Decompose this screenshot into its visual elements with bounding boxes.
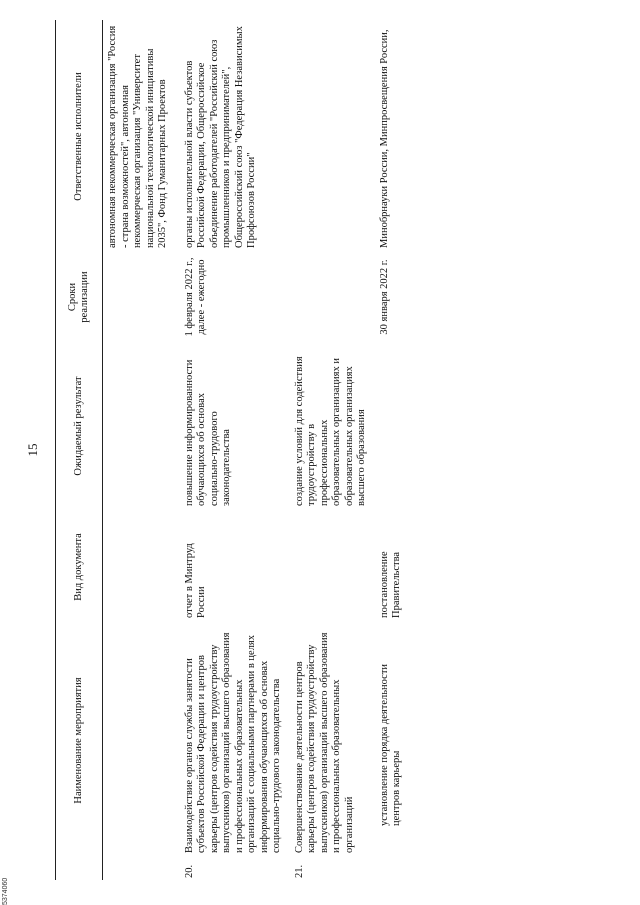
expected-result: [375, 341, 410, 511]
implementation-term: [103, 253, 176, 341]
table-row: [180, 20, 290, 880]
header-doc-type: Вид документа: [56, 511, 103, 623]
header-expected-result: Ожидаемый результат: [56, 341, 103, 511]
row-number: [375, 858, 410, 880]
document-code: 5374060: [2, 877, 9, 905]
responsible-executors: автономная некоммерческая организация "Россия - страна возможностей", автономная некоммерческая организация "Университет национальной технологической инициативы 2035", Фонд Гуманитарных Проектов: [107, 25, 168, 248]
measure-name: [103, 623, 176, 858]
responsible-executors: [290, 20, 375, 253]
document-type: постановление Правительства: [378, 551, 402, 618]
table-row: [375, 20, 410, 880]
table-row: [290, 20, 375, 880]
row-number: [103, 858, 176, 880]
table-header-row: [56, 20, 103, 880]
implementation-term: [290, 253, 375, 341]
expected-result: [103, 341, 176, 511]
row-number: 20.: [183, 864, 195, 878]
responsible-executors: Минобрнауки России, Минпросвещения России,: [378, 29, 390, 248]
measures-table: [55, 20, 410, 880]
expected-result: повышение информированности обучающихся об основах социально-трудового законодательства: [183, 359, 232, 506]
page-number: 15: [25, 443, 40, 457]
document-type: отчет в Минтруд России: [183, 543, 207, 618]
expected-result: создание условий для содействия трудоустройству в профессиональных образовательных организациях и образовательных организациях высшего образования: [293, 356, 367, 506]
document-type: [290, 511, 375, 623]
row-number: 21.: [293, 864, 305, 878]
table-row: [103, 20, 176, 880]
rotated-page: [25, 20, 615, 880]
responsible-executors: органы исполнительной власти субъектов Российской Федерации, Общероссийское объединение работодателей "Российский союз промышленников и предпринимателей", Общероссийский союз "Федерация Независимых Профсоюзов России": [183, 26, 257, 248]
measure-name: Взаимодействие органов службы занятости субъектов Российской Федерации и центров карьеры (центров содействия трудоустройству выпускников) организаций высшего образования и профессиональных образовательных организаций с социальными партнерами в целях информирования обучающихся об основах социально-трудового законодательства: [183, 632, 282, 853]
document-type: [103, 511, 176, 623]
implementation-term: 30 января 2022 г.: [378, 259, 390, 335]
header-name: Наименование мероприятия: [56, 623, 103, 858]
implementation-term: 1 февраля 2022 г., далее - ежегодно: [183, 257, 207, 337]
header-terms: Сроки реализации: [56, 253, 103, 341]
measure-name: Совершенствование деятельности центров карьеры (центров содействия трудоустройству выпускников) организаций высшего образования и профессиональных образовательных организаций: [293, 632, 355, 853]
header-responsible: Ответственные исполнители: [56, 20, 103, 253]
header-number: [56, 858, 103, 880]
measure-name: установление порядка деятельности центров карьеры: [378, 663, 402, 826]
